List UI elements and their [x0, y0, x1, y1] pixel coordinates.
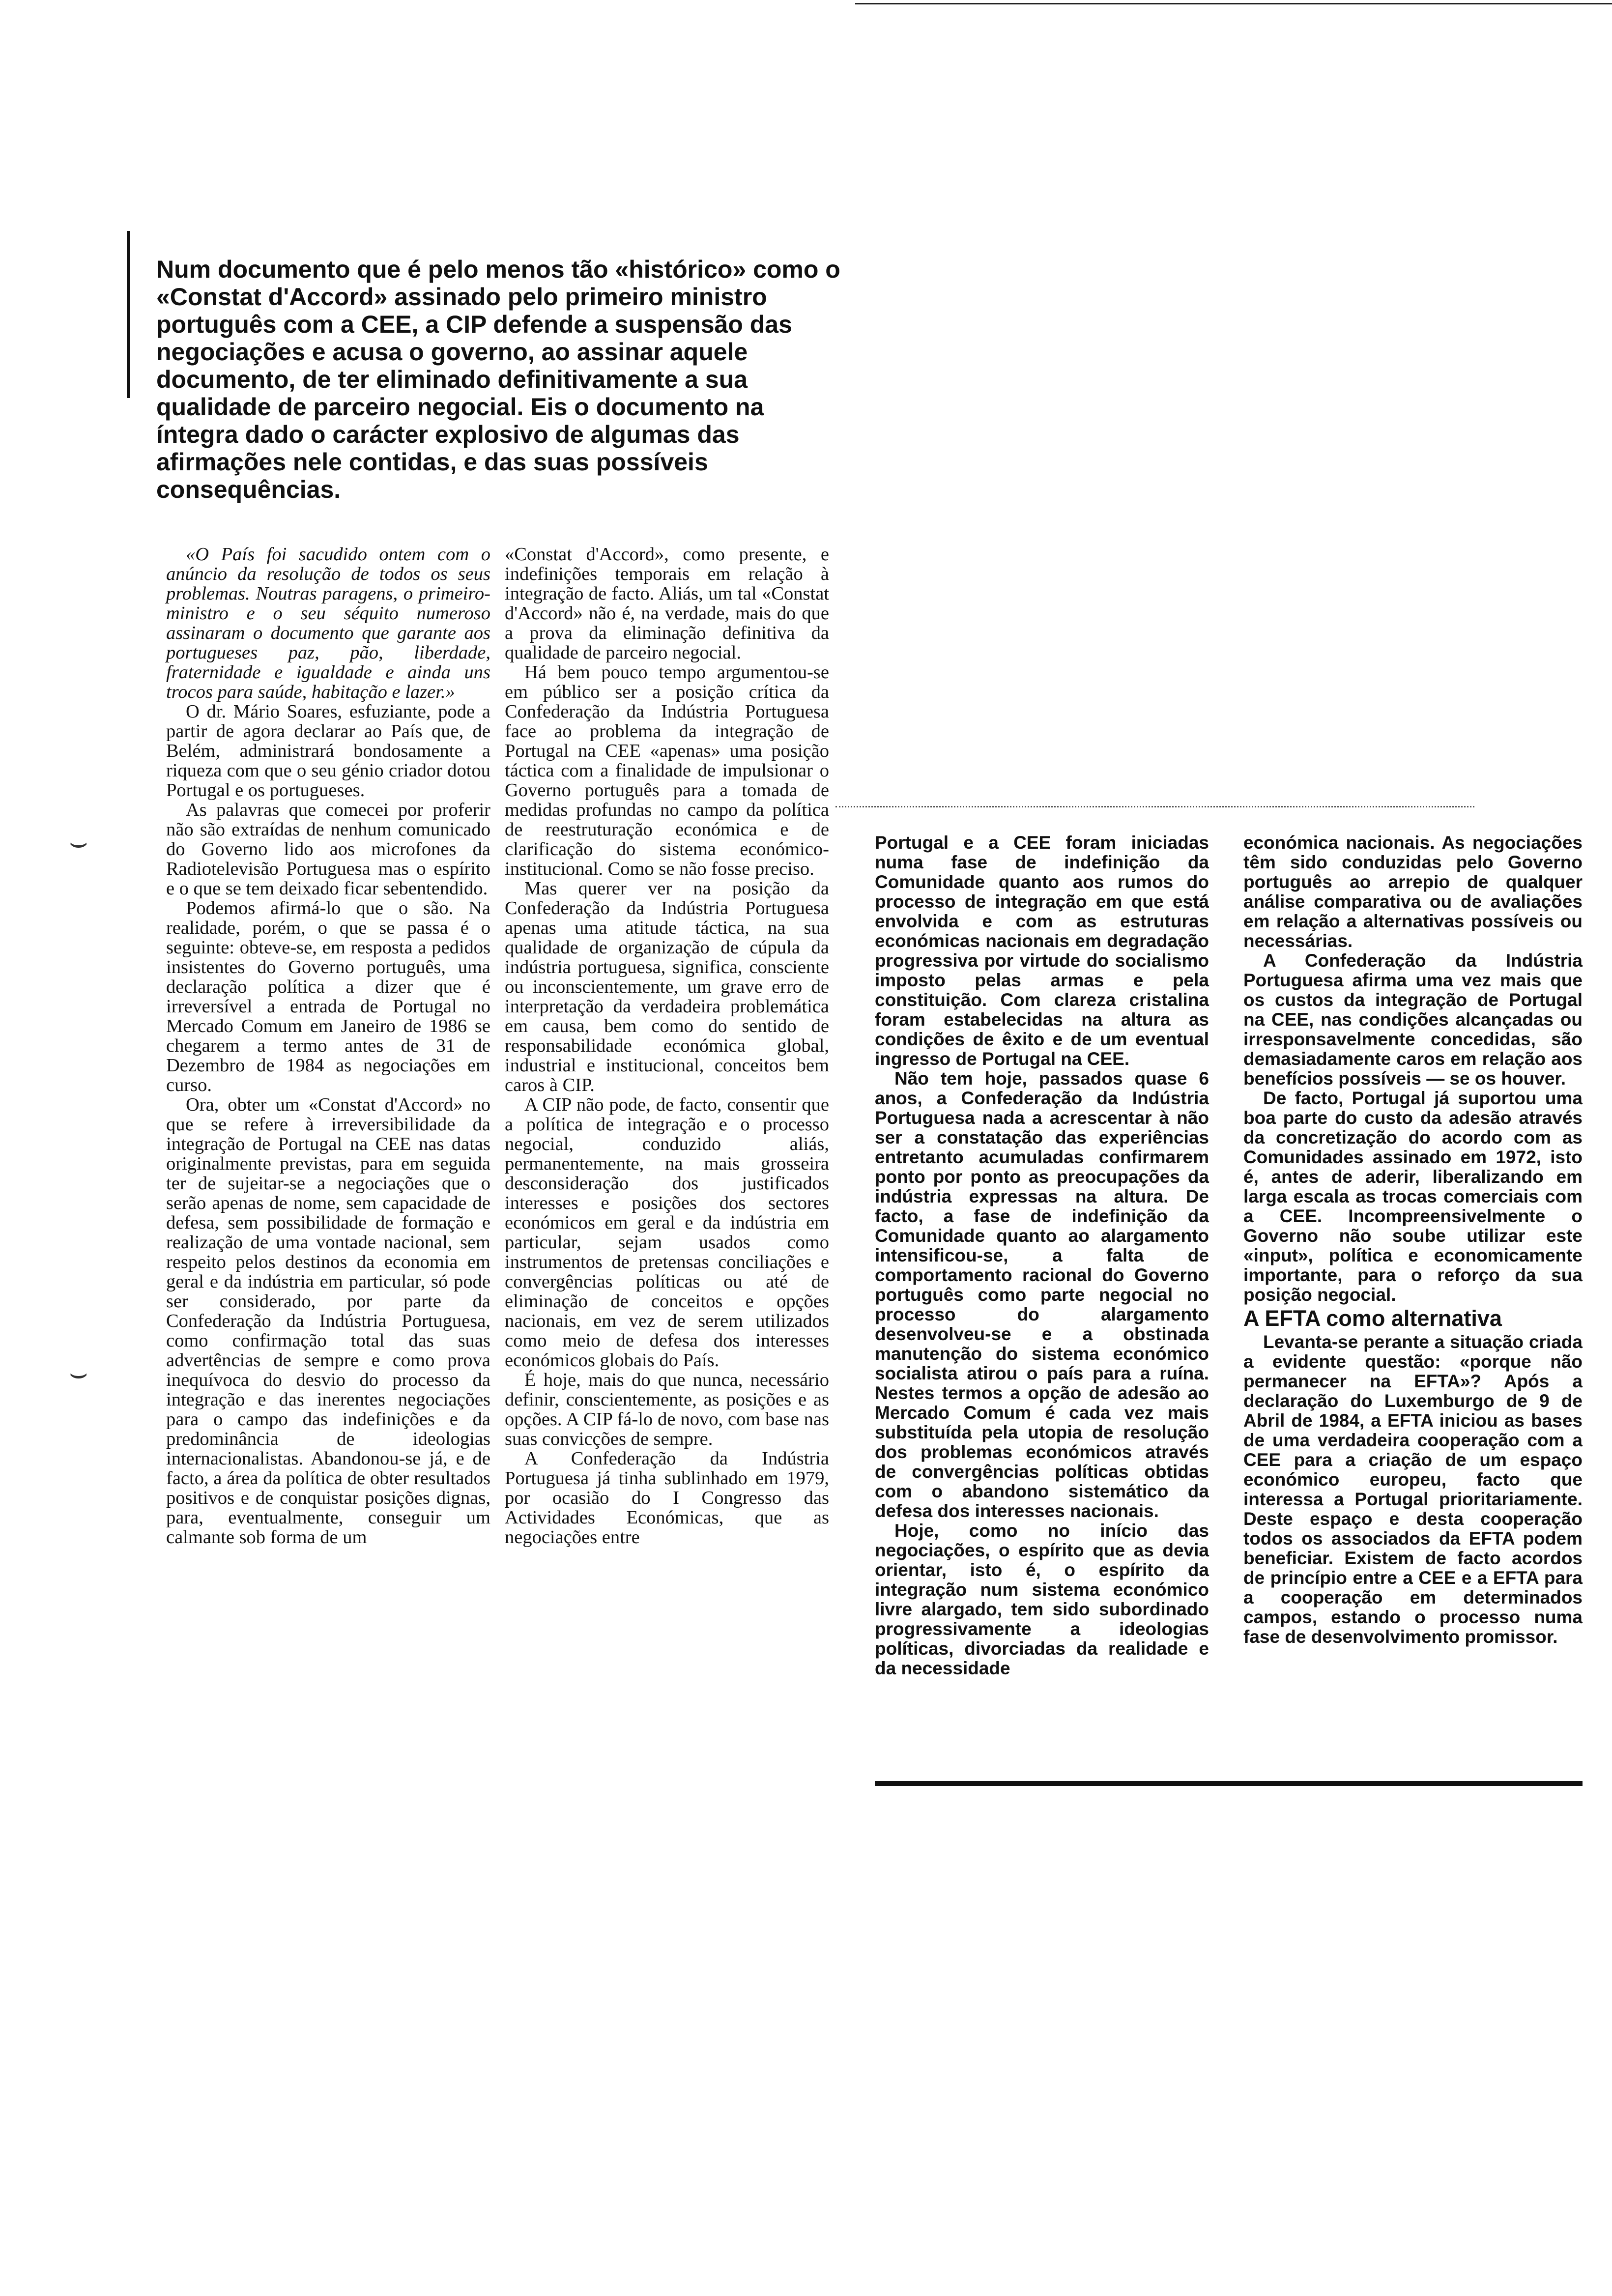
paragraph: As palavras que comecei por proferir não são extraídas de nenhum comunicado do Governo lido aos microfones da Radiotelevisão Portuguesa mas o espírito e o que se tem deixado ficar sebentendido.	[166, 800, 490, 899]
paragraph: É hoje, mais do que nunca, necessário definir, conscientemente, as posições e as opções. A CIP fá-lo de novo, com base nas suas convicções de sempre.	[505, 1370, 829, 1449]
paragraph: Podemos afirmá-lo que o são. Na realidade, porém, o que se passa é o seguinte: obteve-se, em resposta a pedidos insistentes do Governo português, uma declaração política a dizer que é irreversível a entrada de Portugal no Mercado Comum em Janeiro de 1986 se chegarem a termo antes de 31 de Dezembro de 1984 as negociações em curso.	[166, 898, 490, 1095]
column-3	[875, 833, 1209, 1678]
paragraph: Levanta-se perante a situação criada a evidente questão: «porque não permanecer na EFTA»? Após a declaração do Luxemburgo de 9 de Abril de 1984, a EFTA iniciou as bases de uma verdadeira cooperação com a CEE para a criação de um espaço económico europeu, facto que interessa a Portugal prioritariamente. Deste espaço e desta cooperação todos os associados da EFTA podem beneficiar. Existem de facto acordos de princípio entre a CEE e a EFTA para a cooperação em determinados campos, estando o processo numa fase de desenvolvimento promissor.	[1243, 1332, 1583, 1647]
top-rule	[855, 3, 1612, 4]
paragraph: De facto, Portugal já suportou uma boa parte do custo da adesão através da concretização do acordo com as Comunidades assinado em 1972, isto é, antes de aderir, liberalizando em larga escala as trocas comerciais com a CEE. Incompreensivelmente o Governo não soube utilizar este «input», política e economicamente importante, para o reforço da sua posição negocial.	[1243, 1088, 1583, 1305]
paragraph: Mas querer ver na posição da Confederação da Indústria Portuguesa apenas uma atitude táctica, na sua qualidade de organização de cúpula da indústria portuguesa, significa, consciente ou inconscientemente, um grave erro de interpretação da verdadeira problemática em causa, bem como do sentido de responsabilidade económica global, industrial e institucional, conceitos bem caros à CIP.	[505, 878, 829, 1095]
paragraph: Ora, obter um «Constat d'Accord» no que se refere à irreversibilidade da integração de Portugal na CEE nas datas originalmente previstas, para em seguida ter de sujeitar-se a negociações que o serão apenas de nome, sem capacidade de defesa, sem possibilidade de formação e realização de uma vontade nacional, sem respeito pelos destinos da economia em geral e da indústria em particular, só pode ser considerado, por parte da Confederação da Indústria Portuguesa, como confirmação total das suas advertências de sempre e como prova inequívoca do desvio do processo da integração e das inerentes negociações para o campo das indefinições e da predominância de ideologias internacionalistas. Abandonou-se já, e de facto, a área da política de obter resultados positivos e de conquistar posições dignas, para, eventualmente, conseguir um calmante sob forma de um	[166, 1094, 490, 1548]
paragraph: A Confederação da Indústria Portuguesa afirma uma vez mais que os custos da integração de Portugal na CEE, nas condições alcançadas ou irresponsavelmente concedidas, são demasiadamente caros em relação aos benefícios possíveis — se os houver.	[1243, 950, 1583, 1089]
bottom-rule	[875, 1781, 1583, 1786]
paragraph: A CIP não pode, de facto, consentir que a política de integração e o processo negocial, conduzido aliás, permanentemente, na mais grosseira desconsideração dos justificados interesses e posições dos sectores económicos em geral e da indústria em particular, sejam usados como instrumentos de pretensas conciliações e convergências políticas ou até de eliminação de conceitos e opções nacionais, em vez de serem utilizados como meio de defesa dos interesses económicos globais do País.	[505, 1094, 829, 1371]
section-heading: A EFTA como alternativa	[1243, 1306, 1502, 1331]
dotted-separator	[835, 806, 1474, 807]
paragraph: «O País foi sacudido ontem com o anúncio da resolução de todos os seus problemas. Noutras paragens, o primeiro-ministro e o seu séquito numeroso assinaram o documento que garante aos portugueses paz, pão, liberdade, fraternidade e igualdade e ainda uns trocos para saúde, habitação e lazer.»	[166, 544, 490, 702]
paragraph: Portugal e a CEE foram iniciadas numa fase de indefinição da Comunidade quanto aos rumos do processo de integração em que está envolvida e com as estruturas económicas nacionais em degradação progressiva por virtude do socialismo imposto pelas armas e pela constituição. Com clareza cristalina foram estabelecidas na altura as condições de êxito e de um eventual ingresso de Portugal na CEE.	[875, 832, 1209, 1069]
paragraph: «Constat d'Accord», como presente, e indefinições temporais em relação à integração de facto. Aliás, um tal «Constat d'Accord» não é, na verdade, mais do que a prova da eliminação definitiva da qualidade de parceiro negocial.	[505, 544, 829, 663]
intro-paragraph: Num documento que é pelo menos tão «histórico» como o «Constat d'Accord» assinado pelo primeiro ministro português com a CEE, a CIP defende a suspensão das negociações e acusa o governo, ao assinar aquele documento, de ter eliminado definitivamente a sua qualidade de parceiro negocial. Eis o documento na íntegra dado o carácter explosivo de algumas das afirmações nele contidas, e das suas possíveis consequências.	[156, 256, 840, 503]
paragraph: A Confederação da Indústria Portuguesa já tinha sublinhado em 1979, por ocasião do I Congresso das Actividades Económicas, que as negociações entre	[505, 1448, 829, 1548]
paragraph: Há bem pouco tempo argumentou-se em público ser a posição crítica da Confederação da Indústria Portuguesa face ao problema da integração de Portugal na CEE «apenas» uma posição táctica com a finalidade de impulsionar o Governo português para a tomada de medidas profundas no campo da política de reestruturação económica e de clarificação do sistema económico-institucional. Como se não fosse preciso.	[505, 662, 829, 879]
column-4	[1243, 833, 1583, 1647]
paragraph: económica nacionais. As negociações têm sido conduzidas pelo Governo português ao arrepio de qualquer análise comparativa ou de avaliações em relação a alternativas possíveis ou necessárias.	[1243, 832, 1583, 951]
scan-mark: ⌣	[69, 826, 88, 859]
paragraph: Não tem hoje, passados quase 6 anos, a Confederação da Indústria Portuguesa nada a acrescentar à não ser a constatação das experiências entretanto acumuladas confirmarem ponto por ponto as preocupações da indústria expressas na altura. De facto, a fase de indefinição da Comunidade quanto ao alargamento intensificou-se, a falta de comportamento racional do Governo português como parte negocial no processo do alargamento desenvolveu-se e a obstinada manutenção do sistema económico socialista atirou o país para a ruína. Nestes termos a opção de adesão ao Mercado Comum é cada vez mais substituída pela utopia de resolução dos problemas económicos através de convergências políticas obtidas com o abandono sistemático da defesa dos interesses nacionais.	[875, 1068, 1209, 1521]
paragraph: Hoje, como no início das negociações, o espírito que as devia orientar, isto é, o espírito da integração num sistema económico livre alargado, tem sido subordinado progressivamente a ideologias políticas, divorciadas da realidade e da necessidade	[875, 1521, 1209, 1678]
paragraph: O dr. Mário Soares, esfuziante, pode a partir de agora declarar ao País que, de Belém, administrará bondosamente a riqueza com que o seu génio criador dotou Portugal e os portugueses.	[166, 701, 490, 801]
left-margin-bar	[127, 231, 130, 398]
column-1	[166, 545, 490, 1547]
column-2	[505, 545, 829, 1547]
scan-mark: ⌣	[69, 1357, 88, 1389]
